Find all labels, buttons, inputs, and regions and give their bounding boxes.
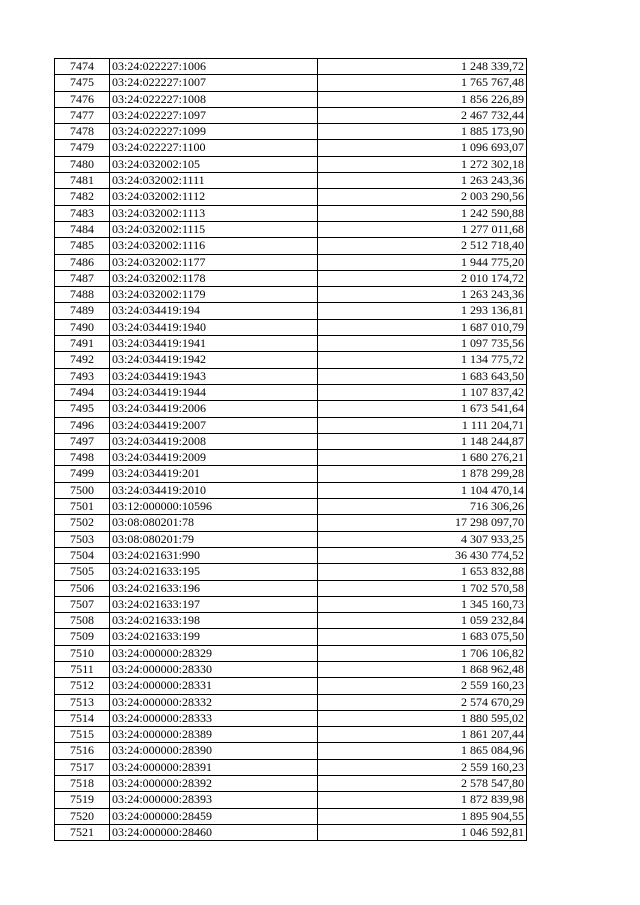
cadastral-value-cell: 1 683 643,50 bbox=[318, 368, 527, 384]
row-number-cell: 7521 bbox=[55, 824, 110, 840]
table-row bbox=[55, 678, 527, 694]
table-row bbox=[55, 531, 527, 547]
cadastral-value-table bbox=[54, 58, 527, 841]
table-row bbox=[55, 336, 527, 352]
cadastral-value-cell: 1 293 136,81 bbox=[318, 303, 527, 319]
row-number-cell: 7510 bbox=[55, 645, 110, 661]
cadastral-value-cell: 1 706 106,82 bbox=[318, 645, 527, 661]
row-number-cell: 7496 bbox=[55, 417, 110, 433]
row-number-cell: 7479 bbox=[55, 140, 110, 156]
table-row bbox=[55, 221, 527, 237]
cadastral-value-cell: 1 856 226,89 bbox=[318, 91, 527, 107]
cadastral-value-cell: 1 861 207,44 bbox=[318, 727, 527, 743]
row-number-cell: 7507 bbox=[55, 596, 110, 612]
cadastral-value-cell: 1 277 011,68 bbox=[318, 221, 527, 237]
cadastral-number-cell: 03:24:021633:198 bbox=[110, 613, 318, 629]
cadastral-value-cell: 1 097 735,56 bbox=[318, 336, 527, 352]
row-number-cell: 7481 bbox=[55, 173, 110, 189]
row-number-cell: 7490 bbox=[55, 319, 110, 335]
cadastral-number-cell: 03:24:034419:1940 bbox=[110, 319, 318, 335]
cadastral-value-cell: 1 059 232,84 bbox=[318, 613, 527, 629]
cadastral-number-cell: 03:24:032002:1178 bbox=[110, 270, 318, 286]
table-row bbox=[55, 629, 527, 645]
cadastral-number-cell: 03:24:000000:28392 bbox=[110, 776, 318, 792]
table-row bbox=[55, 189, 527, 205]
cadastral-number-cell: 03:24:000000:28460 bbox=[110, 824, 318, 840]
row-number-cell: 7514 bbox=[55, 710, 110, 726]
row-number-cell: 7503 bbox=[55, 531, 110, 547]
cadastral-number-cell: 03:24:021633:195 bbox=[110, 564, 318, 580]
cadastral-number-cell: 03:24:032002:1115 bbox=[110, 221, 318, 237]
cadastral-number-cell: 03:24:032002:1179 bbox=[110, 287, 318, 303]
row-number-cell: 7519 bbox=[55, 792, 110, 808]
table-row bbox=[55, 124, 527, 140]
cadastral-value-cell: 1 107 837,42 bbox=[318, 384, 527, 400]
cadastral-number-cell: 03:24:000000:28329 bbox=[110, 645, 318, 661]
table-row bbox=[55, 173, 527, 189]
cadastral-value-cell: 2 578 547,80 bbox=[318, 776, 527, 792]
table-row bbox=[55, 710, 527, 726]
cadastral-number-cell: 03:24:032002:1111 bbox=[110, 173, 318, 189]
cadastral-number-cell: 03:24:000000:28393 bbox=[110, 792, 318, 808]
table-row bbox=[55, 450, 527, 466]
cadastral-number-cell: 03:24:022227:1008 bbox=[110, 91, 318, 107]
table-row bbox=[55, 824, 527, 840]
table-row bbox=[55, 238, 527, 254]
cadastral-number-cell: 03:24:000000:28330 bbox=[110, 661, 318, 677]
row-number-cell: 7487 bbox=[55, 270, 110, 286]
cadastral-value-cell: 1 865 084,96 bbox=[318, 743, 527, 759]
cadastral-value-cell: 1 111 204,71 bbox=[318, 417, 527, 433]
cadastral-number-cell: 03:08:080201:78 bbox=[110, 515, 318, 531]
cadastral-number-cell: 03:24:022227:1099 bbox=[110, 124, 318, 140]
cadastral-value-cell: 1 765 767,48 bbox=[318, 75, 527, 91]
table-row bbox=[55, 727, 527, 743]
table-row bbox=[55, 156, 527, 172]
row-number-cell: 7512 bbox=[55, 678, 110, 694]
row-number-cell: 7520 bbox=[55, 808, 110, 824]
cadastral-number-cell: 03:24:034419:2008 bbox=[110, 433, 318, 449]
cadastral-number-cell: 03:24:034419:2010 bbox=[110, 482, 318, 498]
cadastral-value-cell: 36 430 774,52 bbox=[318, 547, 527, 563]
row-number-cell: 7495 bbox=[55, 401, 110, 417]
cadastral-value-cell: 1 046 592,81 bbox=[318, 824, 527, 840]
cadastral-value-cell: 1 687 010,79 bbox=[318, 319, 527, 335]
table-row bbox=[55, 75, 527, 91]
row-number-cell: 7516 bbox=[55, 743, 110, 759]
cadastral-number-cell: 03:24:000000:28331 bbox=[110, 678, 318, 694]
table-row bbox=[55, 596, 527, 612]
cadastral-value-cell: 716 306,26 bbox=[318, 499, 527, 515]
cadastral-value-cell: 1 134 775,72 bbox=[318, 352, 527, 368]
table-row bbox=[55, 352, 527, 368]
table-row bbox=[55, 499, 527, 515]
table-row bbox=[55, 645, 527, 661]
cadastral-value-cell: 1 872 839,98 bbox=[318, 792, 527, 808]
table-row bbox=[55, 547, 527, 563]
table-row bbox=[55, 319, 527, 335]
cadastral-number-cell: 03:24:032002:1112 bbox=[110, 189, 318, 205]
cadastral-number-cell: 03:24:021633:197 bbox=[110, 596, 318, 612]
cadastral-number-cell: 03:24:034419:2007 bbox=[110, 417, 318, 433]
row-number-cell: 7486 bbox=[55, 254, 110, 270]
table-row bbox=[55, 287, 527, 303]
table-row bbox=[55, 368, 527, 384]
cadastral-value-cell: 1 272 302,18 bbox=[318, 156, 527, 172]
cadastral-value-cell: 17 298 097,70 bbox=[318, 515, 527, 531]
row-number-cell: 7511 bbox=[55, 661, 110, 677]
table-row bbox=[55, 661, 527, 677]
table-row bbox=[55, 482, 527, 498]
cadastral-number-cell: 03:24:034419:1944 bbox=[110, 384, 318, 400]
table-row bbox=[55, 808, 527, 824]
row-number-cell: 7493 bbox=[55, 368, 110, 384]
cadastral-value-cell: 2 467 732,44 bbox=[318, 107, 527, 123]
cadastral-value-cell: 2 559 160,23 bbox=[318, 759, 527, 775]
cadastral-value-cell: 1 868 962,48 bbox=[318, 661, 527, 677]
cadastral-number-cell: 03:24:022227:1100 bbox=[110, 140, 318, 156]
cadastral-number-cell: 03:24:021633:196 bbox=[110, 580, 318, 596]
cadastral-value-cell: 1 263 243,36 bbox=[318, 287, 527, 303]
row-number-cell: 7513 bbox=[55, 694, 110, 710]
cadastral-value-cell: 2 010 174,72 bbox=[318, 270, 527, 286]
row-number-cell: 7517 bbox=[55, 759, 110, 775]
cadastral-value-cell: 1 944 775,20 bbox=[318, 254, 527, 270]
row-number-cell: 7504 bbox=[55, 547, 110, 563]
cadastral-number-cell: 03:24:032002:1177 bbox=[110, 254, 318, 270]
row-number-cell: 7480 bbox=[55, 156, 110, 172]
row-number-cell: 7515 bbox=[55, 727, 110, 743]
cadastral-value-cell: 1 673 541,64 bbox=[318, 401, 527, 417]
row-number-cell: 7477 bbox=[55, 107, 110, 123]
cadastral-value-cell: 1 263 243,36 bbox=[318, 173, 527, 189]
table-body bbox=[55, 59, 527, 841]
row-number-cell: 7501 bbox=[55, 499, 110, 515]
table-row bbox=[55, 140, 527, 156]
cadastral-number-cell: 03:24:034419:2006 bbox=[110, 401, 318, 417]
cadastral-number-cell: 03:24:021631:990 bbox=[110, 547, 318, 563]
cadastral-value-cell: 4 307 933,25 bbox=[318, 531, 527, 547]
cadastral-value-cell: 1 104 470,14 bbox=[318, 482, 527, 498]
table-row bbox=[55, 270, 527, 286]
cadastral-number-cell: 03:24:034419:2009 bbox=[110, 450, 318, 466]
cadastral-number-cell: 03:24:032002:105 bbox=[110, 156, 318, 172]
cadastral-number-cell: 03:24:000000:28332 bbox=[110, 694, 318, 710]
table-row bbox=[55, 580, 527, 596]
table-row bbox=[55, 417, 527, 433]
cadastral-value-cell: 1 880 595,02 bbox=[318, 710, 527, 726]
cadastral-value-cell: 2 512 718,40 bbox=[318, 238, 527, 254]
row-number-cell: 7502 bbox=[55, 515, 110, 531]
table-row bbox=[55, 205, 527, 221]
cadastral-number-cell: 03:24:034419:1942 bbox=[110, 352, 318, 368]
row-number-cell: 7475 bbox=[55, 75, 110, 91]
cadastral-number-cell: 03:12:000000:10596 bbox=[110, 499, 318, 515]
cadastral-value-cell: 2 003 290,56 bbox=[318, 189, 527, 205]
table-row bbox=[55, 694, 527, 710]
cadastral-number-cell: 03:24:034419:1943 bbox=[110, 368, 318, 384]
cadastral-number-cell: 03:24:034419:194 bbox=[110, 303, 318, 319]
table-row bbox=[55, 515, 527, 531]
cadastral-number-cell: 03:24:000000:28333 bbox=[110, 710, 318, 726]
row-number-cell: 7484 bbox=[55, 221, 110, 237]
table-row bbox=[55, 91, 527, 107]
table-row bbox=[55, 466, 527, 482]
cadastral-number-cell: 03:24:021633:199 bbox=[110, 629, 318, 645]
cadastral-number-cell: 03:24:000000:28390 bbox=[110, 743, 318, 759]
table-row bbox=[55, 433, 527, 449]
cadastral-number-cell: 03:24:000000:28459 bbox=[110, 808, 318, 824]
row-number-cell: 7509 bbox=[55, 629, 110, 645]
table-row bbox=[55, 59, 527, 75]
table-row bbox=[55, 401, 527, 417]
row-number-cell: 7518 bbox=[55, 776, 110, 792]
row-number-cell: 7474 bbox=[55, 59, 110, 75]
row-number-cell: 7498 bbox=[55, 450, 110, 466]
row-number-cell: 7491 bbox=[55, 336, 110, 352]
cadastral-number-cell: 03:24:032002:1116 bbox=[110, 238, 318, 254]
cadastral-number-cell: 03:24:000000:28391 bbox=[110, 759, 318, 775]
cadastral-number-cell: 03:24:034419:201 bbox=[110, 466, 318, 482]
row-number-cell: 7508 bbox=[55, 613, 110, 629]
row-number-cell: 7492 bbox=[55, 352, 110, 368]
table-row bbox=[55, 303, 527, 319]
cadastral-value-cell: 1 096 693,07 bbox=[318, 140, 527, 156]
cadastral-value-cell: 2 559 160,23 bbox=[318, 678, 527, 694]
cadastral-value-cell: 1 895 904,55 bbox=[318, 808, 527, 824]
table-row bbox=[55, 564, 527, 580]
cadastral-number-cell: 03:24:034419:1941 bbox=[110, 336, 318, 352]
row-number-cell: 7505 bbox=[55, 564, 110, 580]
table-row bbox=[55, 254, 527, 270]
row-number-cell: 7499 bbox=[55, 466, 110, 482]
cadastral-value-cell: 2 574 670,29 bbox=[318, 694, 527, 710]
row-number-cell: 7500 bbox=[55, 482, 110, 498]
row-number-cell: 7482 bbox=[55, 189, 110, 205]
table-row bbox=[55, 776, 527, 792]
table-row bbox=[55, 759, 527, 775]
cadastral-value-cell: 1 242 590,88 bbox=[318, 205, 527, 221]
cadastral-value-cell: 1 683 075,50 bbox=[318, 629, 527, 645]
cadastral-number-cell: 03:24:022227:1007 bbox=[110, 75, 318, 91]
row-number-cell: 7489 bbox=[55, 303, 110, 319]
row-number-cell: 7497 bbox=[55, 433, 110, 449]
cadastral-value-cell: 1 885 173,90 bbox=[318, 124, 527, 140]
cadastral-value-cell: 1 702 570,58 bbox=[318, 580, 527, 596]
cadastral-value-cell: 1 148 244,87 bbox=[318, 433, 527, 449]
cadastral-number-cell: 03:08:080201:79 bbox=[110, 531, 318, 547]
cadastral-value-cell: 1 653 832,88 bbox=[318, 564, 527, 580]
row-number-cell: 7494 bbox=[55, 384, 110, 400]
cadastral-value-cell: 1 248 339,72 bbox=[318, 59, 527, 75]
cadastral-number-cell: 03:24:022227:1006 bbox=[110, 59, 318, 75]
row-number-cell: 7488 bbox=[55, 287, 110, 303]
table-row bbox=[55, 107, 527, 123]
table-row bbox=[55, 743, 527, 759]
cadastral-value-cell: 1 345 160,73 bbox=[318, 596, 527, 612]
table-row bbox=[55, 613, 527, 629]
row-number-cell: 7506 bbox=[55, 580, 110, 596]
cadastral-value-cell: 1 878 299,28 bbox=[318, 466, 527, 482]
table-row bbox=[55, 792, 527, 808]
row-number-cell: 7476 bbox=[55, 91, 110, 107]
cadastral-value-cell: 1 680 276,21 bbox=[318, 450, 527, 466]
row-number-cell: 7485 bbox=[55, 238, 110, 254]
cadastral-number-cell: 03:24:022227:1097 bbox=[110, 107, 318, 123]
row-number-cell: 7483 bbox=[55, 205, 110, 221]
row-number-cell: 7478 bbox=[55, 124, 110, 140]
cadastral-number-cell: 03:24:000000:28389 bbox=[110, 727, 318, 743]
cadastral-number-cell: 03:24:032002:1113 bbox=[110, 205, 318, 221]
table-row bbox=[55, 384, 527, 400]
